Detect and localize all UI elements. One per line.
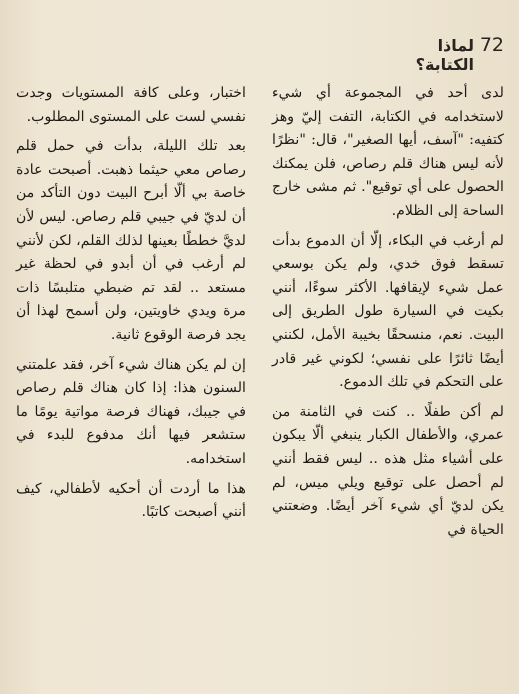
paragraph: لدى أحد في المجموعة أي شيء لاستخدامه في الكتابة، التفت إليّ وهز كتفيه: "آسف، أيها الصغير"، قال: "نظرًا لأنه ليس هناك قلم رصاص، فلن يمكنك الحصول على أي توقيع". ثم مشى خارج الساحة إلى الظلام.	[272, 85, 504, 219]
paragraph: لم أكن طفلًا .. كنت في الثامنة من عمري، والأطفال الكبار ينبغي ألّا يبكون على أشياء مثل هذه .. ليس فقط أنني لم أحصل على توقيع ويلي ميس، لم يكن لديّ أي شيء آخر أيضًا. وضعتني الحياة في	[272, 403, 504, 538]
left-column	[16, 82, 246, 525]
paragraph: بعد تلك الليلة، بدأت في حمل قلم رصاص معي حيثما ذهبت. أصبحت عادة خاصة بي ألّا أبرح البيت دون التأكد من أن لديّ في جيبي قلم رصاص. ليس لأن لديَّ خططًا بعينها لذلك القلم، لكن لأنني لم أرغب في أن أبدو في لحظة غير مستعد .. لقد تم ضبطي متلبسًا ذات مرة ويدي خاويتين، ولن أسمح لهذا أن يجد فرصة الوقوع ثانية.	[16, 138, 246, 343]
page-number: 72	[479, 34, 504, 56]
page-header	[380, 34, 504, 74]
paragraph: لم أرغب في البكاء، إلّا أن الدموع بدأت تسقط فوق خدي، ولم يكن بوسعي عمل شيء لإيقافها. الأكثر سوءًا، أنني بكيت في السيارة طول الطريق إلى البيت. نعم، منسحقًا بخيبة الأمل، لكنني أيضًا ثائرًا على نفسي؛ لكوني غير قادر على التحكم في تلك الدموع.	[272, 232, 504, 391]
paragraph: اختبار، وعلى كافة المستويات وجدت نفسي لست على المستوى المطلوب.	[16, 85, 246, 125]
running-title: لماذا الكتابة؟	[415, 36, 474, 74]
paragraph: إن لم يكن هناك شيء آخر، فقد علمتني السنون هذا: إذا كان هناك قلم رصاص في جيبك، فهناك فرصة مواتية يومًا ما ستشعر فيها أنك مدفوع للبدء في استخدامه.	[16, 356, 246, 467]
paragraph: هذا ما أردت أن أحكيه لأطفالي، كيف أنني أصبحت كاتبًا.	[16, 480, 246, 521]
right-column	[272, 82, 504, 542]
